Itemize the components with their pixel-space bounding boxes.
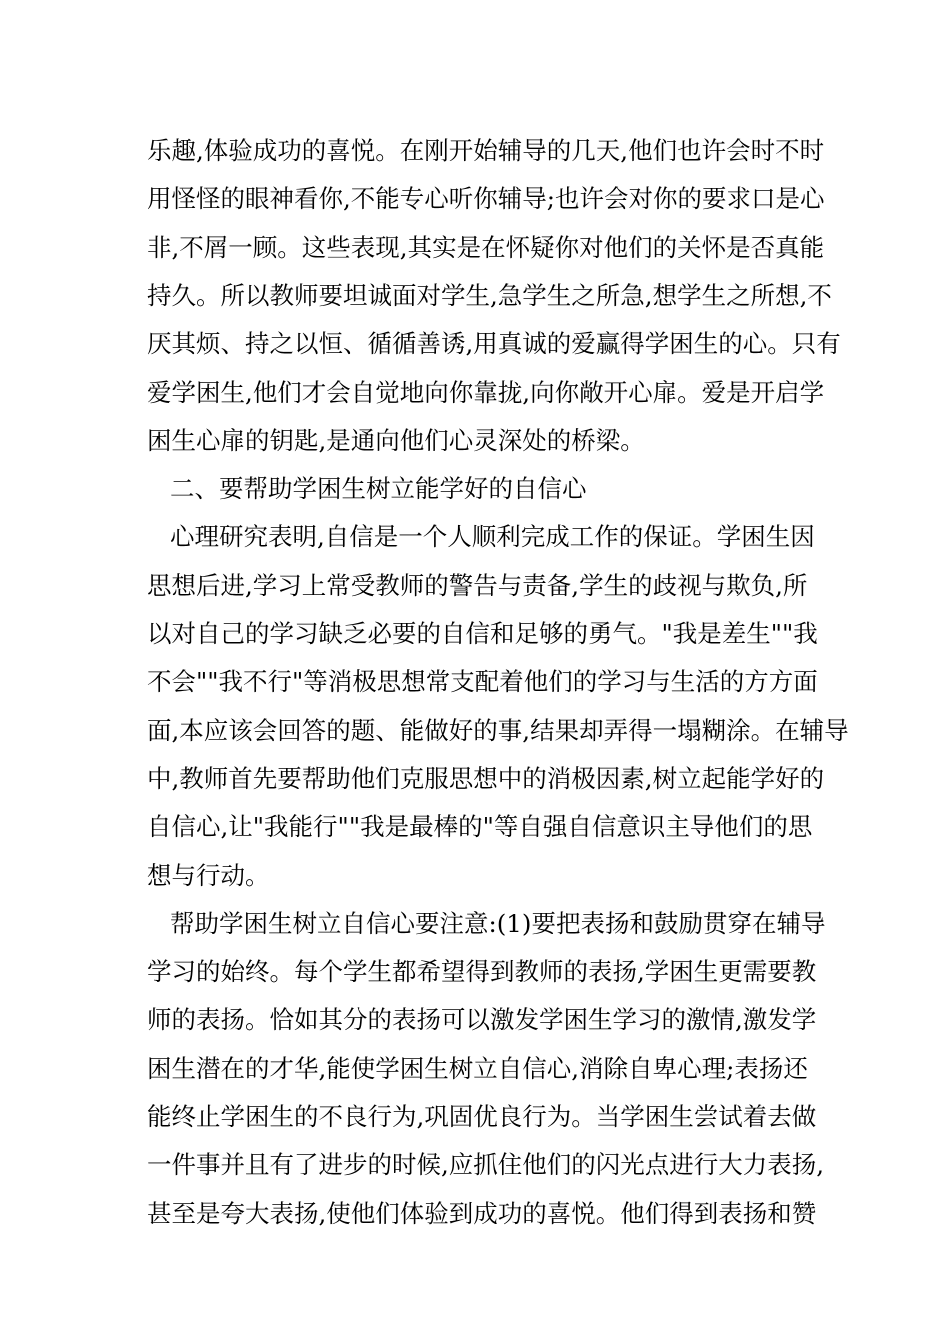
- text-line: 以对自己的学习缺乏必要的自信和足够的勇气。"我是差生""我: [147, 619, 818, 648]
- text-line: 帮助学困生树立自信心要注意:(1)要把表扬和鼓励贯穿在辅导: [170, 908, 826, 938]
- text-line: 想与行动。: [147, 860, 270, 890]
- text-line: 持久。所以教师要坦诚面对学生,急学生之所急,想学生之所想,不: [147, 280, 832, 310]
- text-line: 爱学困生,他们才会自觉地向你靠拢,向你敞开心扉。爱是开启学: [147, 377, 825, 407]
- text-line: 面,本应该会回答的题、能做好的事,结果却弄得一塌糊涂。在辅导: [147, 715, 849, 745]
- text-line: 心理研究表明,自信是一个人顺利完成工作的保证。学困生因: [170, 522, 815, 552]
- text-line: 一件事并且有了进步的时候,应抓住他们的闪光点进行大力表扬,: [147, 1150, 825, 1180]
- section-heading: 二、要帮助学困生树立能学好的自信心: [170, 474, 587, 504]
- text-line: 思想后进,学习上常受教师的警告与责备,学生的歧视与欺负,所: [147, 570, 808, 600]
- text-line: 师的表扬。恰如其分的表扬可以激发学困生学习的激情,激发学: [147, 1005, 817, 1035]
- text-line: 乐趣,体验成功的喜悦。在刚开始辅导的几天,他们也许会时不时: [147, 136, 825, 165]
- text-line: 不会""我不行"等消极思想常支配着他们的学习与生活的方方面: [147, 667, 818, 697]
- text-line: 能终止学困生的不良行为,巩固优良行为。当学困生尝试着去做: [147, 1102, 817, 1131]
- text-line: 非,不屑一顾。这些表现,其实是在怀疑你对他们的关怀是否真能: [147, 232, 825, 262]
- text-line: 用怪怪的眼神看你,不能专心听你辅导;也许会对你的要求口是心: [147, 184, 825, 214]
- text-line: 自信心,让"我能行""我是最棒的"等自强自信意识主导他们的思: [147, 812, 813, 842]
- text-line: 甚至是夸大表扬,使他们体验到成功的喜悦。他们得到表扬和赞: [147, 1198, 817, 1228]
- text-line: 困生潜在的才华,能使学困生树立自信心,消除自卑心理;表扬还: [147, 1053, 808, 1083]
- text-line: 困生心扉的钥匙,是通向他们心灵深处的桥梁。: [147, 425, 645, 455]
- text-line: 学习的始终。每个学生都希望得到教师的表扬,学困生更需要教: [147, 957, 817, 987]
- text-line: 厌其烦、持之以恒、循循善诱,用真诚的爱赢得学困生的心。只有: [147, 329, 841, 359]
- text-line: 中,教师首先要帮助他们克服思想中的消极因素,树立起能学好的: [147, 763, 825, 793]
